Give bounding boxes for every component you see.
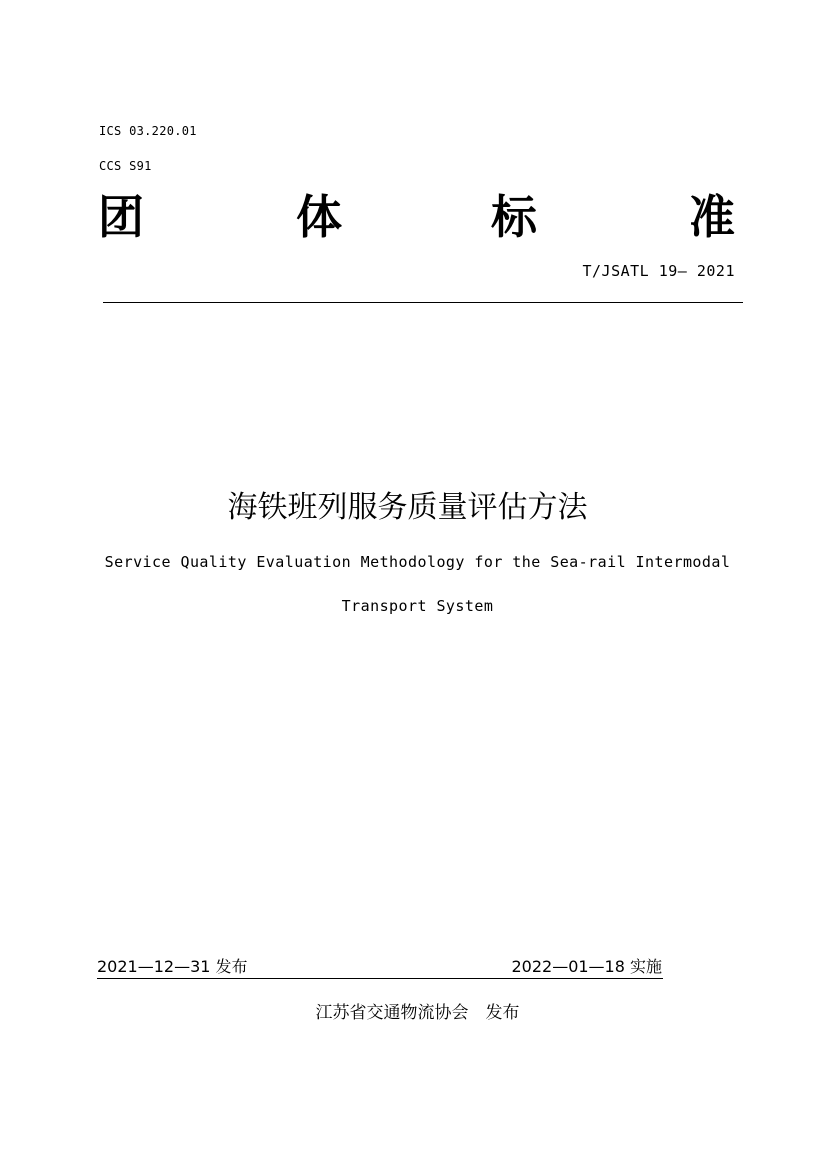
standard-number: T/JSATL 19— 2021 bbox=[582, 262, 735, 280]
title-chinese: 海铁班列服务质量评估方法 bbox=[227, 490, 588, 525]
category-char-2: 体 bbox=[296, 190, 342, 244]
footer-divider bbox=[97, 978, 663, 979]
category-char-1: 团 bbox=[98, 190, 144, 244]
title-english-line2: Transport System bbox=[341, 597, 494, 615]
category-char-3: 标 bbox=[491, 190, 537, 244]
category-char-4: 准 bbox=[689, 190, 735, 244]
header-divider bbox=[103, 302, 743, 303]
ics-code: ICS 03.220.01 bbox=[99, 124, 197, 138]
ccs-code: CCS S91 bbox=[99, 159, 152, 173]
issue-date: 2021—12—31 发布 bbox=[97, 957, 248, 976]
publisher: 江苏省交通物流协会 发布 bbox=[315, 1003, 520, 1023]
implementation-date: 2022—01—18 实施 bbox=[511, 957, 662, 976]
title-english-line1: Service Quality Evaluation Methodology for the Sea-rail Intermodal bbox=[104, 553, 731, 571]
